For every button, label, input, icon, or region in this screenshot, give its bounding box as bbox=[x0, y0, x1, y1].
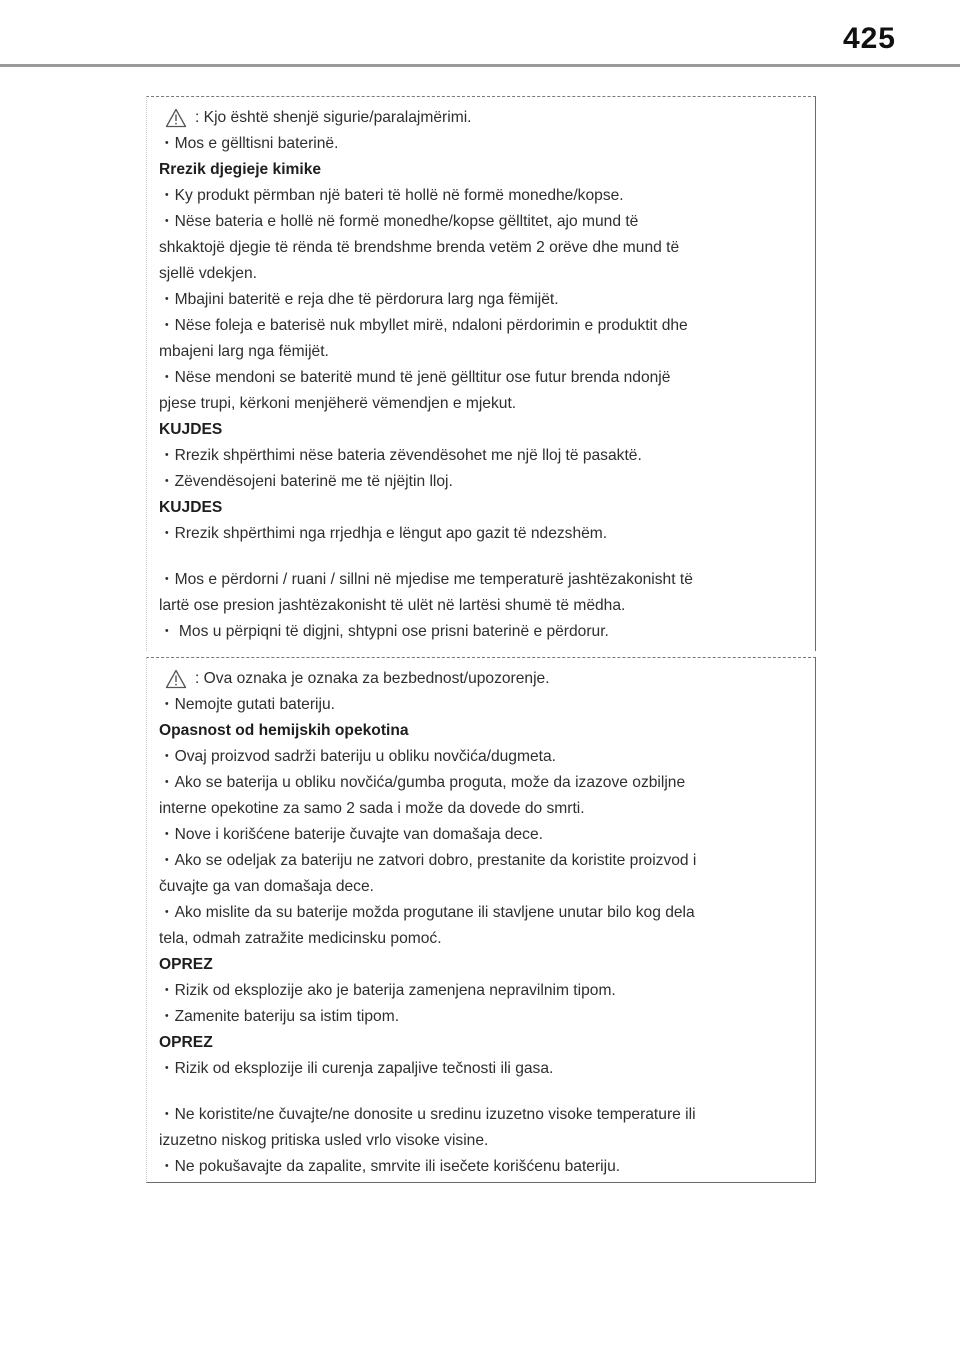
text-line: shkaktojë djegie të rënda të brendshme brenda vetëm 2 orëve dhe mund të bbox=[159, 239, 680, 256]
text-line: ・Ne koristite/ne čuvajte/ne donosite u sredinu izuzetno visoke temperature ili bbox=[159, 1106, 696, 1123]
safety-box-albanian bbox=[146, 96, 816, 651]
text-line: ・Rrezik shpërthimi nëse bateria zëvendësohet me një lloj të pasaktë. bbox=[159, 447, 642, 464]
text-line: ・ Mos u përpiqni të digjni, shtypni ose prisni baterinë e përdorur. bbox=[159, 623, 609, 640]
text-line: ・Nëse foleja e baterisë nuk mbyllet mirë, ndaloni përdorimin e produktit dhe bbox=[159, 317, 688, 334]
text-line: ・Zëvendësojeni baterinë me të njëjtin lloj. bbox=[159, 473, 453, 490]
text-line: lartë ose presion jashtëzakonisht të ulët në lartësi shumë të mëdha. bbox=[159, 597, 626, 614]
header-rule bbox=[0, 64, 960, 67]
text-line: ・Ovaj proizvod sadrži bateriju u obliku novčića/dugmeta. bbox=[159, 748, 556, 765]
text-line: ・Nove i korišćene baterije čuvajte van domašaja dece. bbox=[159, 826, 543, 843]
section-heading: KUJDES bbox=[159, 499, 223, 516]
text-line: ・Rizik od eksplozije ako je baterija zamenjena nepravilnim tipom. bbox=[159, 982, 616, 999]
warning-notice-text: : Ova oznaka je oznaka za bezbednost/upozorenje. bbox=[195, 670, 550, 687]
text-line: ・Nemojte gutati bateriju. bbox=[159, 696, 335, 713]
warning-triangle-icon bbox=[165, 669, 187, 689]
text-line: ・Ako se odeljak za bateriju ne zatvori dobro, prestanite da koristite proizvod i bbox=[159, 852, 697, 869]
section-heading: OPREZ bbox=[159, 956, 213, 973]
text-line: ・Nëse mendoni se bateritë mund të jenë gëlltitur ose futur brenda ndonjë bbox=[159, 369, 671, 386]
warning-notice-text: : Kjo është shenjë sigurie/paralajmërimi. bbox=[195, 109, 472, 126]
text-line: ・Ako se baterija u obliku novčića/gumba proguta, može da izazove ozbiljne bbox=[159, 774, 686, 791]
text-line: tela, odmah zatražite medicinsku pomoć. bbox=[159, 930, 442, 947]
text-line: ・Ky produkt përmban një bateri të hollë në formë monedhe/kopse. bbox=[159, 187, 624, 204]
section-heading: KUJDES bbox=[159, 421, 223, 438]
text-line: ・Mos e gëlltisni baterinë. bbox=[159, 135, 339, 152]
text-line: interne opekotine za samo 2 sada i može da dovede do smrti. bbox=[159, 800, 585, 817]
text-line: ・Ako mislite da su baterije možda progutane ili stavljene unutar bilo kog dela bbox=[159, 904, 695, 921]
warning-notice bbox=[159, 666, 815, 692]
text-line: ・Mos e përdorni / ruani / sillni në mjedise me temperaturë jashtëzakonisht të bbox=[159, 571, 693, 588]
section-heading: Rrezik djegieje kimike bbox=[159, 161, 322, 178]
text-line: ・Rizik od eksplozije ili curenja zapaljive tečnosti ili gasa. bbox=[159, 1060, 554, 1077]
text-line: pjese trupi, kërkoni menjëherë vëmendjen e mjekut. bbox=[159, 395, 517, 412]
text-line: čuvajte ga van domašaja dece. bbox=[159, 878, 374, 895]
safety-box-serbian bbox=[146, 657, 816, 1183]
text-line: ・Rrezik shpërthimi nga rrjedhja e lëngut apo gazit të ndezshëm. bbox=[159, 525, 608, 542]
section-heading: Opasnost od hemijskih opekotina bbox=[159, 722, 409, 739]
text-line: ・Zamenite bateriju sa istim tipom. bbox=[159, 1008, 400, 1025]
text-line: ・Ne pokušavajte da zapalite, smrvite ili isečete korišćenu bateriju. bbox=[159, 1158, 621, 1175]
warning-triangle-icon bbox=[165, 108, 187, 128]
page-number: 425 bbox=[842, 22, 896, 55]
text-line: mbajeni larg nga fëmijët. bbox=[159, 343, 329, 360]
section-heading: OPREZ bbox=[159, 1034, 213, 1051]
text-line: ・Mbajini bateritë e reja dhe të përdorura larg nga fëmijët. bbox=[159, 291, 559, 308]
text-line: ・Nëse bateria e hollë në formë monedhe/kopse gëlltitet, ajo mund të bbox=[159, 213, 639, 230]
text-line: izuzetno niskog pritiska usled vrlo visoke visine. bbox=[159, 1132, 489, 1149]
text-line: sjellë vdekjen. bbox=[159, 265, 257, 282]
warning-notice bbox=[159, 105, 815, 131]
